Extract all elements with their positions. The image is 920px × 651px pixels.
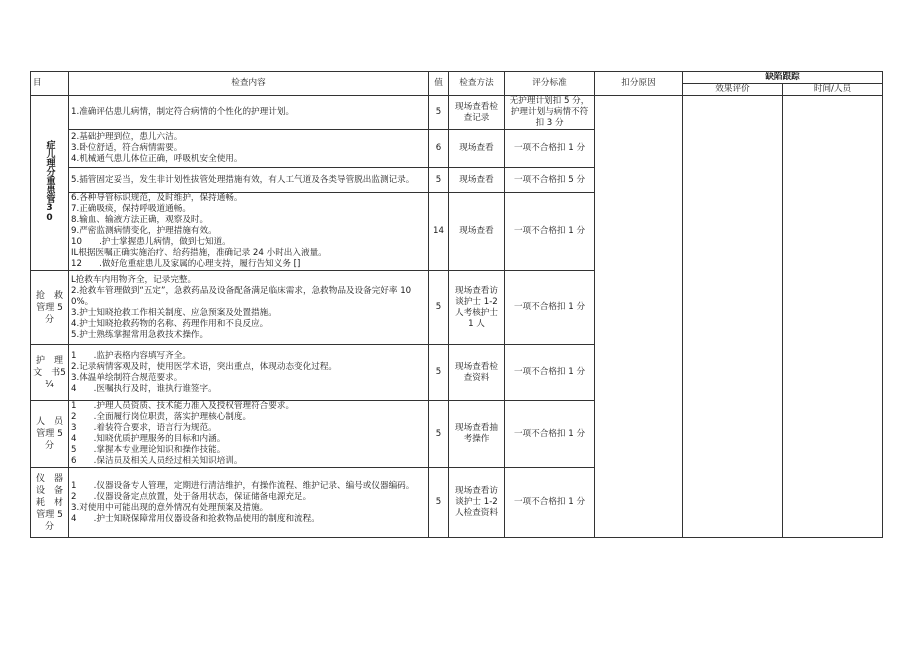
reason-cell[interactable] — [595, 96, 683, 538]
category-label: 抢 救管理 5 分 — [35, 290, 63, 325]
check-item: 3.护士知晓抢救工作相关制度、应急预案及处置措施。 — [71, 307, 277, 318]
method-cell: 现场查看抽考操作 — [449, 401, 505, 468]
category-label: 人 员管理 5 分 — [35, 417, 63, 451]
content-cell — [69, 345, 429, 401]
header-tracking: 缺陷跟踪 — [683, 72, 883, 84]
check-item: 4 .知晓优质护理服务的目标和内涵。 — [71, 434, 226, 444]
header-method: 检查方法 — [449, 72, 505, 96]
header-score: 值 — [429, 72, 449, 96]
method-cell: 现场查看 — [449, 168, 505, 193]
header-item: 目 — [31, 72, 69, 96]
check-item: IL根据医嘱正确实施治疗、给药措施，准确记录 24 小时出入液量。 — [71, 248, 327, 258]
check-item: 6 .保洁员及相关人员经过相关知识培训。 — [71, 456, 243, 466]
check-item: 12 .做好危重症患儿及家属的心理支持，履行告知义务 [] — [71, 259, 301, 269]
content-cell — [69, 193, 429, 271]
category-label: 仪 器设 备耗 材管理 5 分 — [35, 473, 63, 532]
category-cell — [31, 401, 69, 468]
method-cell: 现场查看检查资料 — [449, 345, 505, 401]
score-cell: 6 — [429, 130, 449, 168]
score-cell: 5 — [429, 345, 449, 401]
check-item: 9.严密监测病情变化，护理措施有效。 — [71, 226, 217, 236]
header-row-1 — [31, 72, 883, 84]
content-cell — [69, 168, 429, 193]
score-cell: 5 — [429, 168, 449, 193]
standard-cell: 一项不合格扣 5 分 — [505, 168, 595, 193]
content-cell — [69, 130, 429, 168]
method-cell: 现场查看 — [449, 130, 505, 168]
category-cell — [31, 468, 69, 538]
check-item: 1 .监护表格内容填写齐全。 — [71, 350, 191, 361]
standard-cell: 无护理计划扣 5 分，护理计划与病情不符扣 3 分 — [505, 96, 595, 130]
category-label: 护 理文 书5¼ — [33, 355, 66, 390]
check-item: 5.护士熟练掌握常用急救技术操作。 — [71, 329, 209, 340]
content-cell — [69, 401, 429, 468]
check-item: 2 .仪器设备定点放置，处于备用状态，保证储备电源充足。 — [71, 491, 312, 502]
header-content: 检查内容 — [69, 72, 429, 96]
method-cell: 现场查看访谈护士 1-2 人检查资料 — [449, 468, 505, 538]
category-cell — [31, 96, 69, 271]
standard-cell: 一项不合格扣 1 分 — [505, 193, 595, 271]
check-item: 4.护士知晓抢救药物的名称、药理作用和不良反应。 — [71, 318, 269, 329]
category-cell — [31, 345, 69, 401]
effect-cell[interactable] — [683, 96, 783, 538]
check-item: 2.基础护理到位，患儿六洁。 — [71, 132, 183, 142]
check-item: 7.正确吸痰，保持呼吸道通畅。 — [71, 204, 191, 214]
header-effect: 效果评价 — [683, 84, 783, 96]
check-item: 5.插管固定妥当，发生非计划性拔管处理措施有效，有人工气道及各类导管脱出监测记录。 — [71, 174, 415, 185]
check-item: 4.机械通气患儿体位正确，呼吸机安全使用。 — [71, 154, 243, 164]
standard-cell: 一项不合格扣 1 分 — [505, 345, 595, 401]
check-item: 3 .着装符合要求，语言行为规范。 — [71, 423, 217, 433]
header-standard: 评分标准 — [505, 72, 595, 96]
table-body — [31, 96, 883, 538]
check-item: 3.卧位舒适，符合病情需要。 — [71, 143, 183, 153]
check-item: 1 .护理人员资质、技术能力准入及授权管理符合要求。 — [71, 401, 295, 411]
standard-cell: 一项不合格扣 1 分 — [505, 468, 595, 538]
content-cell — [69, 468, 429, 538]
check-item: 2.记录病情客观及时，使用医学术语，突出重点，体现动态变化过程。 — [71, 361, 338, 372]
check-item: 2 .全面履行岗位职责，落实护理核心制度。 — [71, 412, 252, 422]
standard-cell: 一项不合格扣 1 分 — [505, 271, 595, 345]
score-cell: 14 — [429, 193, 449, 271]
check-item: 3.体温单绘制符合规范要求。 — [71, 372, 183, 383]
score-cell: 5 — [429, 271, 449, 345]
method-cell: 现场查看访谈护士 1-2 人考核护士 1 人 — [449, 271, 505, 345]
time-person-cell[interactable] — [783, 96, 883, 538]
check-item: 1.准确评估患儿病情，制定符合病情的个性化的护理计划。 — [71, 107, 295, 117]
score-cell: 5 — [429, 401, 449, 468]
check-item: 8.输血、输液方法正确，观察及时。 — [71, 215, 209, 225]
header-reason: 扣分原因 — [595, 72, 683, 96]
inspection-table — [30, 71, 883, 538]
check-item: 2.抢救车管理做到“五定”，急救药品及设备配备满足临床需求，急救物品及设备完好率 100%。 — [71, 285, 412, 307]
category-cell — [31, 271, 69, 345]
header-time-person: 时间/人员 — [783, 84, 883, 96]
check-item: L抢救车内用物齐全，记录完整。 — [71, 274, 197, 285]
check-item: 10 .护士掌握患儿病情，做到七知道。 — [71, 237, 231, 247]
check-item: 3.对使用中可能出现的意外情况有处理预案及措施。 — [71, 502, 269, 513]
standard-cell: 一项不合格扣 1 分 — [505, 130, 595, 168]
inspection-sheet — [30, 71, 882, 538]
content-cell — [69, 96, 429, 130]
method-cell: 现场查看 — [449, 193, 505, 271]
table-row — [31, 96, 883, 130]
method-cell: 现场查看检查记录 — [449, 96, 505, 130]
check-item: 6.各种导管标识规范，及时维护，保持通畅。 — [71, 193, 243, 203]
check-item: 1 .仪器设备专人管理，定期进行清洁维护，有操作流程、维护记录、编号或仪器编码。 — [71, 480, 415, 491]
check-item: 5 .掌握本专业理论知识和操作技能。 — [71, 445, 226, 455]
content-cell — [69, 271, 429, 345]
check-item: 4 .护士知晓保障常用仪器设备和抢救物品使用的制度和流程。 — [71, 513, 320, 524]
score-cell: 5 — [429, 468, 449, 538]
category-label: 症儿理分重患管30 — [44, 139, 55, 223]
standard-cell: 一项不合格扣 1 分 — [505, 401, 595, 468]
check-item: 4 .医嘱执行及时，谁执行谁签字。 — [71, 383, 217, 394]
score-cell: 5 — [429, 96, 449, 130]
